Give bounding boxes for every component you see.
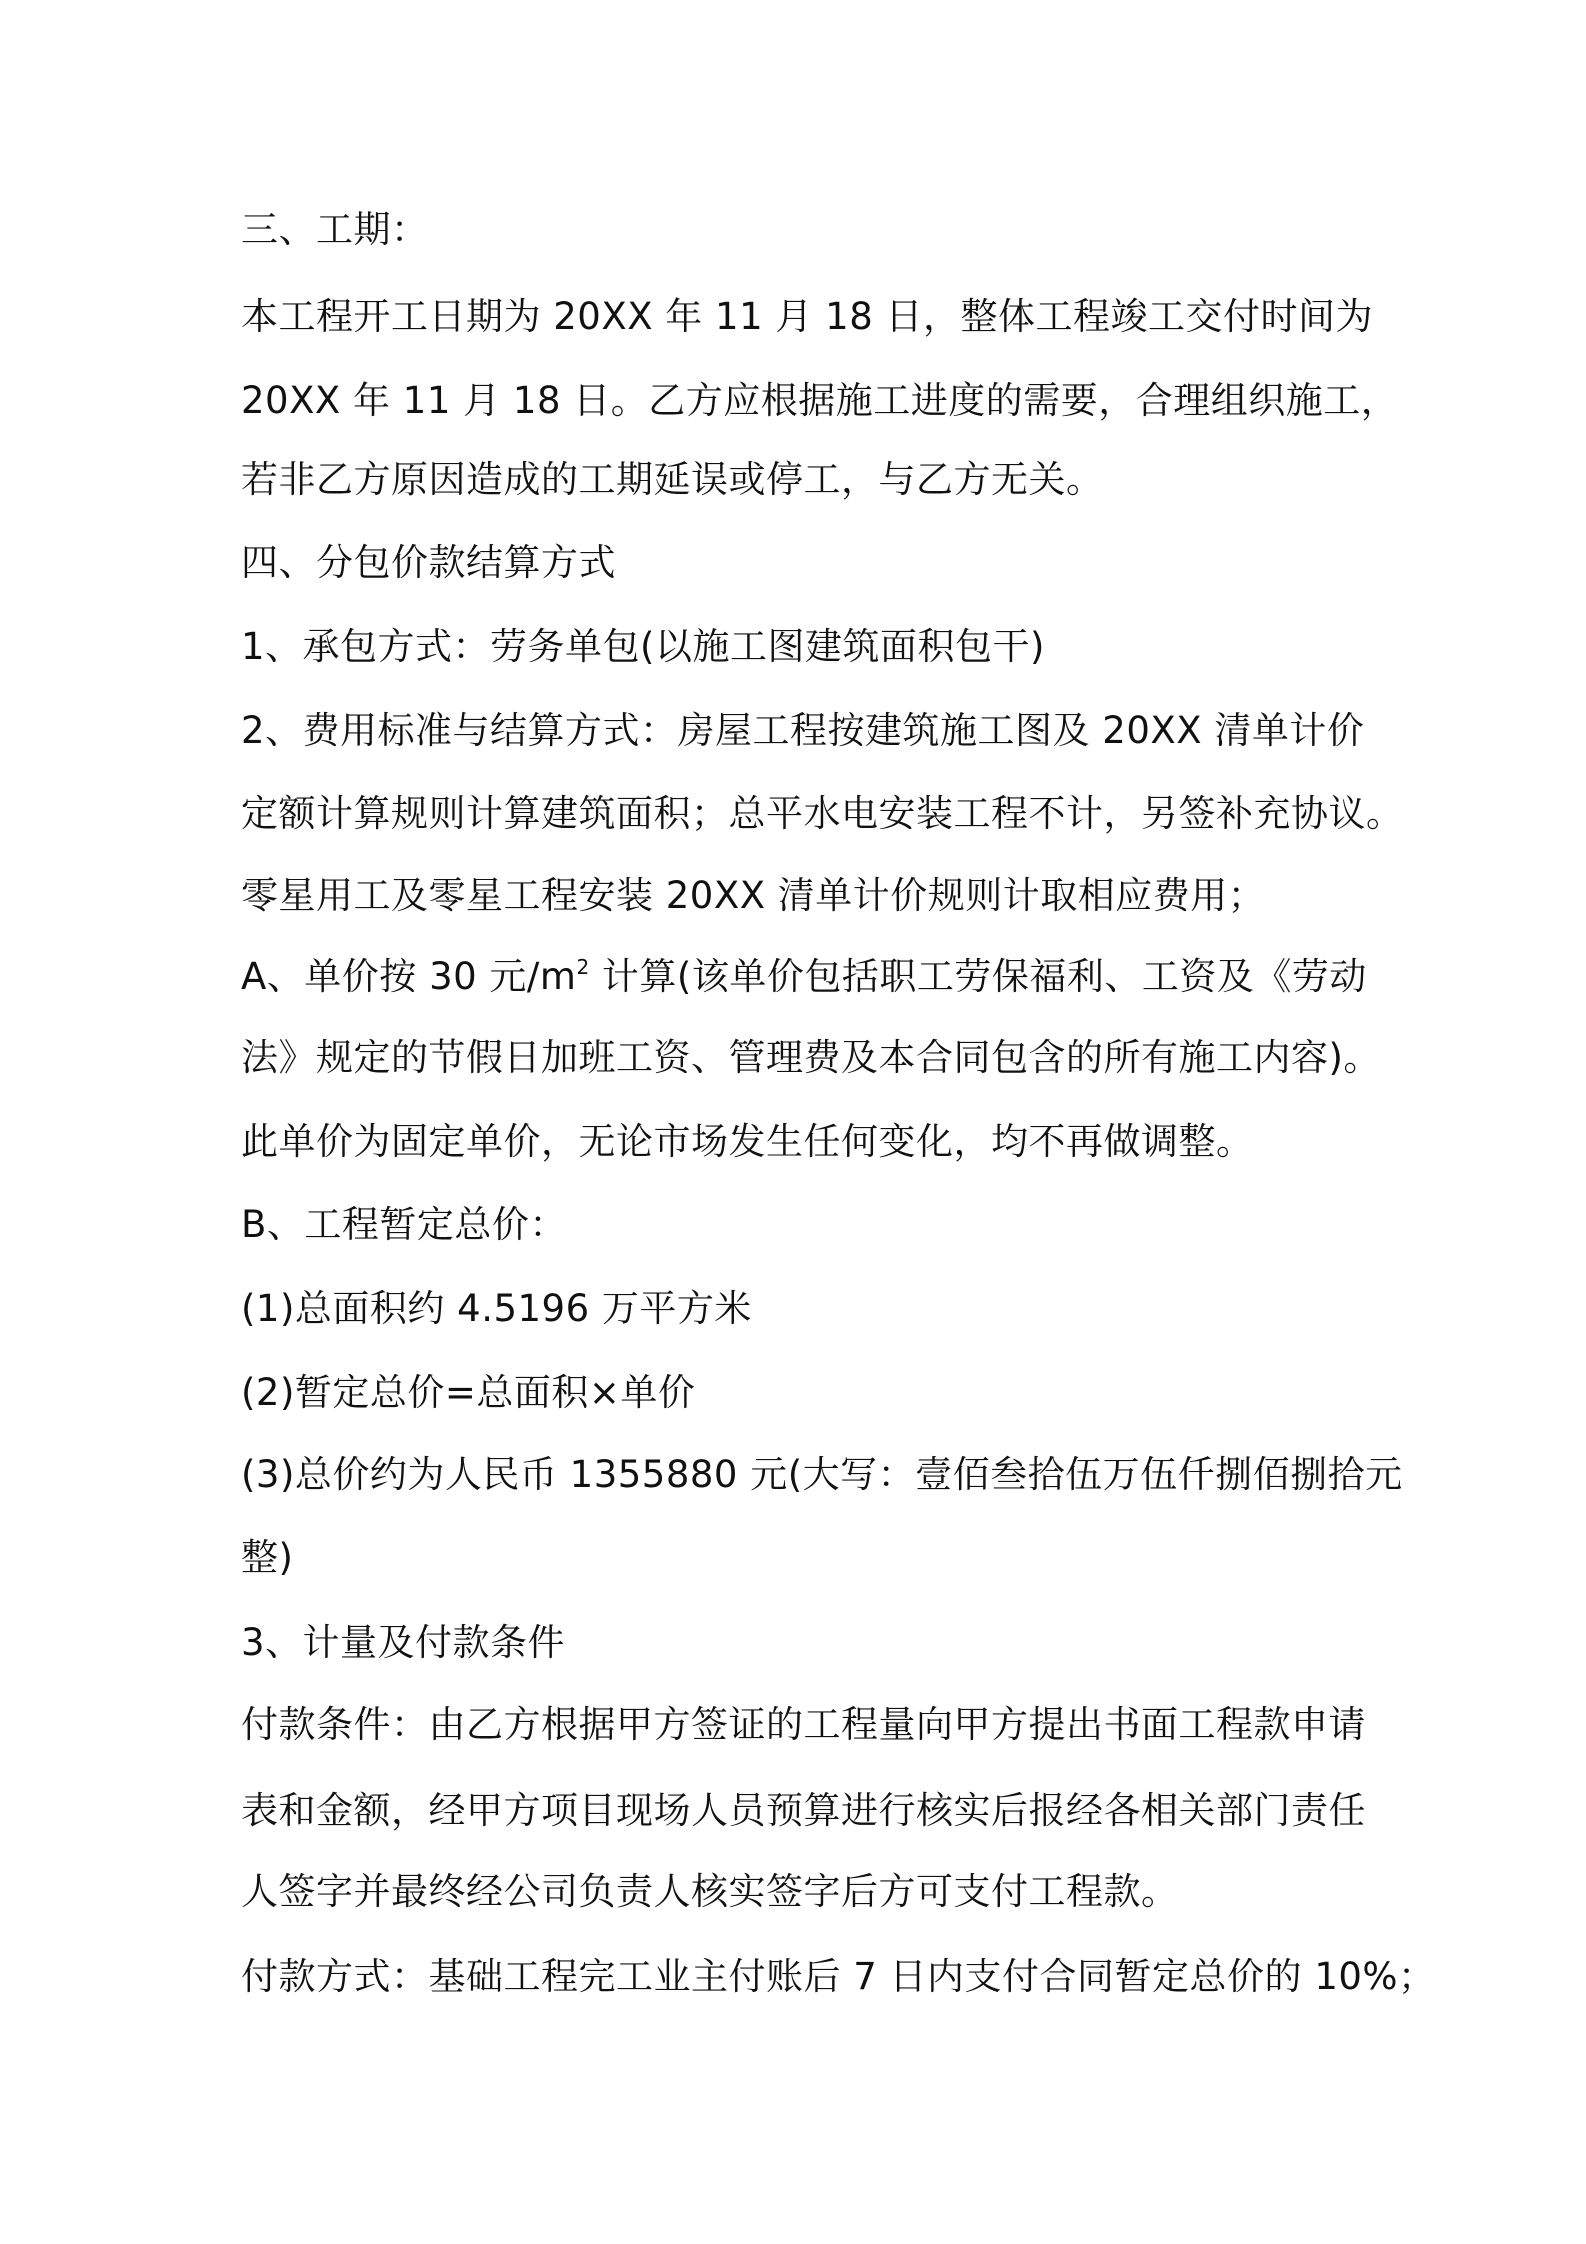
superscript-two: 2 [576,955,590,979]
paragraph-line: B、工程暂定总价： [241,1203,567,1246]
unit-price-prefix: A、单价按 30 元/m [241,955,577,998]
paragraph-line: (2)暂定总价=总面积×单价 [241,1371,696,1414]
paragraph-line: 表和金额，经甲方项目现场人员预算进行核实后报经各相关部门责任 [241,1789,1366,1832]
paragraph-line: 零星用工及零星工程安装 20XX 清单计价规则计取相应费用； [241,874,1266,917]
paragraph-line-unit-price [241,952,1367,1002]
paragraph-line: 3、计量及付款条件 [241,1621,566,1664]
paragraph-line: 付款条件：由乙方根据甲方签证的工程量向甲方提出书面工程款申请 [241,1703,1366,1746]
section-heading-settlement: 四、分包价款结算方式 [241,541,616,584]
paragraph-line: 若非乙方原因造成的工期延误或停工，与乙方无关。 [241,458,1104,501]
paragraph-line: 付款方式：基础工程完工业主付账后 7 日内支付合同暂定总价的 10%； [241,1955,1436,1998]
paragraph-line: 定额计算规则计算建筑面积；总平水电安装工程不计，另签补充协议。 [241,792,1404,835]
paragraph-line: 20XX 年 11 月 18 日。乙方应根据施工进度的需要，合理组织施工， [241,379,1399,422]
paragraph-line: 本工程开工日期为 20XX 年 11 月 18 日，整体工程竣工交付时间为 [241,295,1374,338]
paragraph-line: 人签字并最终经公司负责人核实签字后方可支付工程款。 [241,1870,1179,1913]
paragraph-line: 整) [241,1536,294,1579]
paragraph-line: (3)总价约为人民币 1355880 元(大写：壹佰叁拾伍万伍仟捌佰捌拾元 [241,1453,1403,1496]
paragraph-line: 此单价为固定单价，无论市场发生任何变化，均不再做调整。 [241,1120,1254,1163]
unit-price-suffix: 计算(该单价包括职工劳保福利、工资及《劳动 [589,955,1367,998]
paragraph-line: (1)总面积约 4.5196 万平方米 [241,1287,752,1330]
section-heading-schedule: 三、工期： [241,208,429,251]
paragraph-line: 2、费用标准与结算方式：房屋工程按建筑施工图及 20XX 清单计价 [241,709,1365,752]
paragraph-line: 1、承包方式：劳务单包(以施工图建筑面积包干) [241,625,1045,668]
paragraph-line: 法》规定的节假日加班工资、管理费及本合同包含的所有施工内容)。 [241,1036,1381,1079]
